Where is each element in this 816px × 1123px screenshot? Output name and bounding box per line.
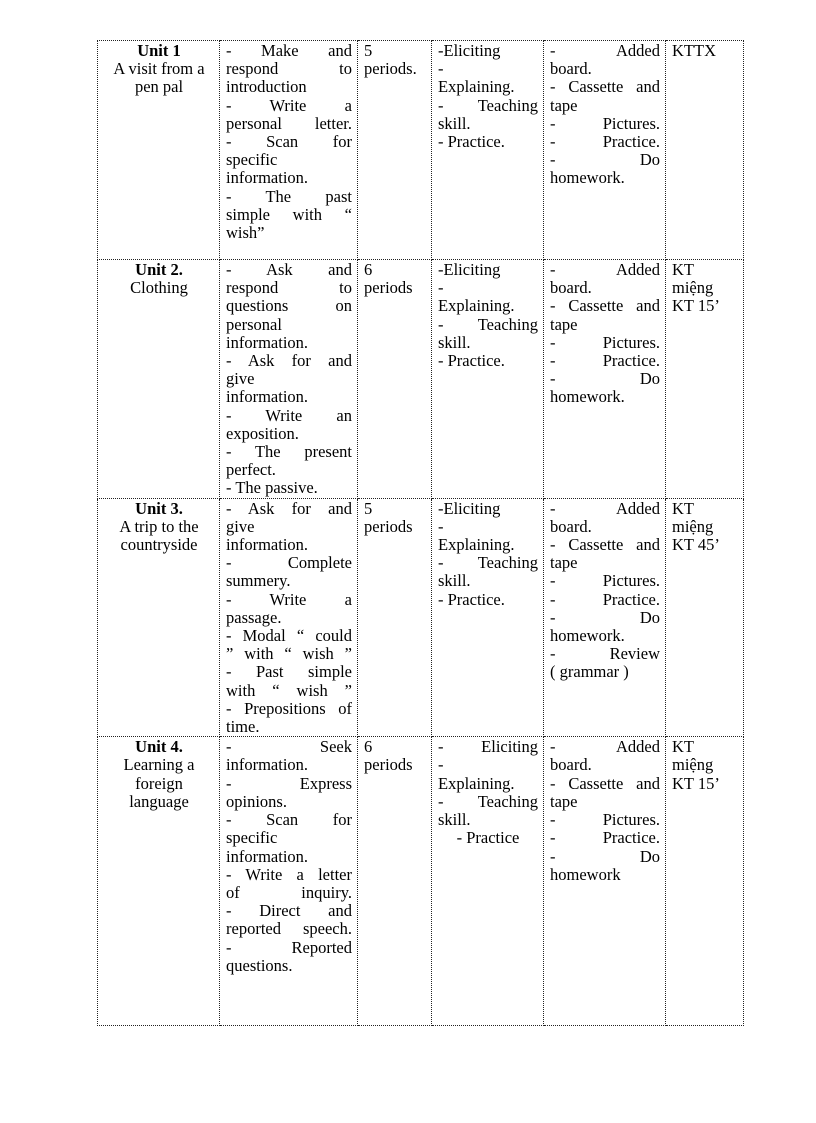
periods-line: periods: [364, 278, 413, 298]
methods-line: skill.: [438, 810, 471, 830]
periods-line: 5: [364, 498, 373, 518]
unit-cell: [98, 737, 220, 1026]
objectives-line: - Scan for: [226, 132, 352, 152]
objectives-line: - Direct and: [226, 901, 352, 921]
methods-line: skill.: [438, 113, 471, 133]
methods-line: skill.: [438, 332, 471, 352]
periods-line: periods.: [364, 59, 417, 79]
test-cell: [666, 737, 744, 1026]
objectives-line: summery.: [226, 571, 291, 591]
test-line: KT 15’: [672, 773, 720, 793]
methods-line: -: [438, 755, 444, 775]
aids-line: board.: [550, 755, 592, 775]
aids-line: - Do: [550, 150, 660, 170]
objectives-line: - Express: [226, 773, 352, 793]
methods-line: Explaining.: [438, 296, 515, 316]
periods-line: periods: [364, 516, 413, 536]
objectives-line: - Write a: [226, 95, 352, 115]
aids-line: homework.: [550, 387, 625, 407]
methods-line: - Practice.: [438, 132, 505, 152]
aids-line: homework.: [550, 626, 625, 646]
test-cell: [666, 260, 744, 499]
periods-cell: [358, 260, 432, 499]
objectives-line: - Modal “ could: [226, 626, 352, 646]
aids-line: tape: [550, 314, 578, 334]
aids-line: tape: [550, 553, 578, 573]
table-row: [98, 737, 744, 1026]
objectives-line: time.: [226, 717, 260, 737]
aids-line: homework.: [550, 168, 625, 188]
aids-line: - Pictures.: [550, 332, 660, 352]
aids-line: - Added: [550, 41, 660, 60]
objectives-line: - The passive.: [226, 478, 318, 498]
periods-line: periods: [364, 755, 413, 775]
methods-line: - Teaching: [438, 553, 538, 573]
methods-line: - Eliciting: [438, 737, 538, 757]
aids-line: - Do: [550, 607, 660, 627]
test-line: KT: [672, 260, 694, 279]
aids-line: board.: [550, 59, 592, 79]
objectives-line: personal: [226, 314, 282, 334]
aids-line: - Do: [550, 846, 660, 866]
aids-line: - Added: [550, 498, 660, 518]
objectives-line: - The past: [226, 186, 352, 206]
test-line: miệng: [672, 516, 714, 536]
methods-line: -: [438, 278, 444, 298]
teaching-aids-cell: [544, 260, 666, 499]
aids-line: tape: [550, 791, 578, 811]
unit-name: Clothing: [130, 278, 188, 298]
aids-line: - Practice.: [550, 589, 660, 609]
test-line: miệng: [672, 755, 714, 775]
methods-cell: [432, 498, 544, 737]
periods-cell: [358, 498, 432, 737]
aids-line: tape: [550, 95, 578, 115]
aids-line: board.: [550, 516, 592, 536]
aids-line: - Pictures.: [550, 571, 660, 591]
aids-line: - Cassette and: [550, 773, 660, 793]
objectives-line: questions on: [226, 296, 352, 316]
aids-line: - Cassette and: [550, 535, 660, 555]
aids-line: - Review: [550, 644, 660, 664]
objectives-line: give: [226, 516, 255, 536]
objectives-line: information.: [226, 755, 309, 775]
periods-cell: [358, 41, 432, 260]
objectives-line: - Write an: [226, 405, 352, 425]
methods-line: -: [438, 516, 444, 536]
objectives-line: specific: [226, 150, 278, 170]
objectives-line: introduction: [226, 77, 307, 97]
objectives-line: respond to: [226, 278, 352, 298]
test-cell: [666, 498, 744, 737]
aids-line: homework: [550, 864, 621, 884]
unit-title: Unit 2.: [135, 260, 183, 279]
aids-line: - Do: [550, 369, 660, 389]
methods-cell: [432, 737, 544, 1026]
aids-line: - Added: [550, 737, 660, 757]
objectives-line: - Make and respond to: [226, 41, 352, 79]
objectives-line: personal letter.: [226, 113, 352, 133]
lesson-plan-table: [97, 40, 744, 1026]
table-row: [98, 260, 744, 499]
teaching-aids-cell: [544, 41, 666, 260]
test-line: KTTX: [672, 41, 716, 60]
methods-line: - Teaching: [438, 791, 538, 811]
unit-name: A visit from a pen pal: [113, 59, 205, 97]
objectives-line: information.: [226, 332, 309, 352]
methods-line: - Practice.: [438, 351, 505, 371]
objectives-line: passage.: [226, 607, 282, 627]
objectives-line: specific: [226, 828, 278, 848]
objectives-line: - Complete: [226, 553, 352, 573]
methods-line: - Practice: [456, 828, 520, 848]
unit-name: A trip to the countryside: [119, 516, 199, 555]
test-line: KT 15’: [672, 296, 720, 316]
methods-line: - Practice.: [438, 589, 505, 609]
aids-line: - Practice.: [550, 132, 660, 152]
objectives-line: - Seek: [226, 737, 352, 757]
objectives-line: - Scan for: [226, 810, 352, 830]
objectives-line: - Write a letter: [226, 864, 352, 884]
methods-cell: [432, 260, 544, 499]
objectives-line: questions.: [226, 955, 293, 975]
methods-line: Explaining.: [438, 773, 515, 793]
unit-title: Unit 3.: [135, 498, 183, 518]
unit-cell: [98, 260, 220, 499]
aids-line: - Cassette and: [550, 77, 660, 97]
objectives-line: information.: [226, 846, 309, 866]
aids-line: - Pictures.: [550, 810, 660, 830]
methods-line: -: [438, 59, 444, 79]
test-line: KT 45’: [672, 535, 720, 555]
table-body: [98, 41, 744, 1026]
methods-line: -Eliciting: [438, 498, 501, 518]
methods-line: -Eliciting: [438, 41, 501, 60]
aids-line: - Cassette and: [550, 296, 660, 316]
periods-cell: [358, 737, 432, 1026]
objectives-line: - Ask for and: [226, 498, 352, 518]
objectives-cell: [220, 737, 358, 1026]
objectives-line: information.: [226, 387, 309, 407]
aids-line: ( grammar ): [550, 662, 629, 682]
periods-line: 6: [364, 260, 373, 279]
table-row: [98, 41, 744, 260]
aids-line: - Pictures.: [550, 113, 660, 133]
objectives-line: simple with “: [226, 204, 352, 224]
aids-line: - Practice.: [550, 828, 660, 848]
objectives-line: - Past simple: [226, 662, 352, 682]
objectives-line: - Ask and: [226, 260, 352, 279]
objectives-line: exposition.: [226, 423, 299, 443]
test-line: KT: [672, 737, 694, 757]
unit-title: Unit 1: [137, 41, 181, 60]
objectives-cell: [220, 41, 358, 260]
periods-line: 5: [364, 41, 373, 60]
aids-line: board.: [550, 278, 592, 298]
methods-line: - Teaching: [438, 314, 538, 334]
objectives-line: opinions.: [226, 791, 287, 811]
periods-line: 6: [364, 737, 373, 757]
objectives-cell: [220, 260, 358, 499]
objectives-cell: [220, 498, 358, 737]
objectives-line: information.: [226, 535, 309, 555]
unit-cell: [98, 498, 220, 737]
methods-cell: [432, 41, 544, 260]
aids-line: - Added: [550, 260, 660, 279]
teaching-aids-cell: [544, 737, 666, 1026]
objectives-line: - The present: [226, 442, 352, 462]
methods-line: Explaining.: [438, 77, 515, 97]
test-line: KT: [672, 498, 694, 518]
table-row: [98, 498, 744, 737]
methods-line: skill.: [438, 571, 471, 591]
methods-line: Explaining.: [438, 535, 515, 555]
objectives-line: ” with “ wish ”: [226, 644, 352, 664]
unit-title: Unit 4.: [135, 737, 183, 757]
methods-line: -Eliciting: [438, 260, 501, 279]
methods-line: - Teaching: [438, 95, 538, 115]
objectives-line: - Reported: [226, 937, 352, 957]
test-line: miệng: [672, 278, 714, 298]
objectives-line: with “ wish ”: [226, 680, 352, 700]
aids-line: - Practice.: [550, 351, 660, 371]
test-cell: [666, 41, 744, 260]
objectives-line: wish”: [226, 223, 265, 243]
objectives-line: perfect.: [226, 460, 276, 480]
objectives-line: give: [226, 369, 255, 389]
objectives-line: - Ask for and: [226, 351, 352, 371]
objectives-line: information.: [226, 168, 309, 188]
objectives-line: reported speech.: [226, 919, 352, 939]
unit-name: Learning a foreign language: [123, 755, 195, 811]
unit-cell: [98, 41, 220, 260]
objectives-line: - Write a: [226, 589, 352, 609]
objectives-line: of inquiry.: [226, 882, 352, 902]
teaching-aids-cell: [544, 498, 666, 737]
objectives-line: - Prepositions of: [226, 698, 352, 718]
